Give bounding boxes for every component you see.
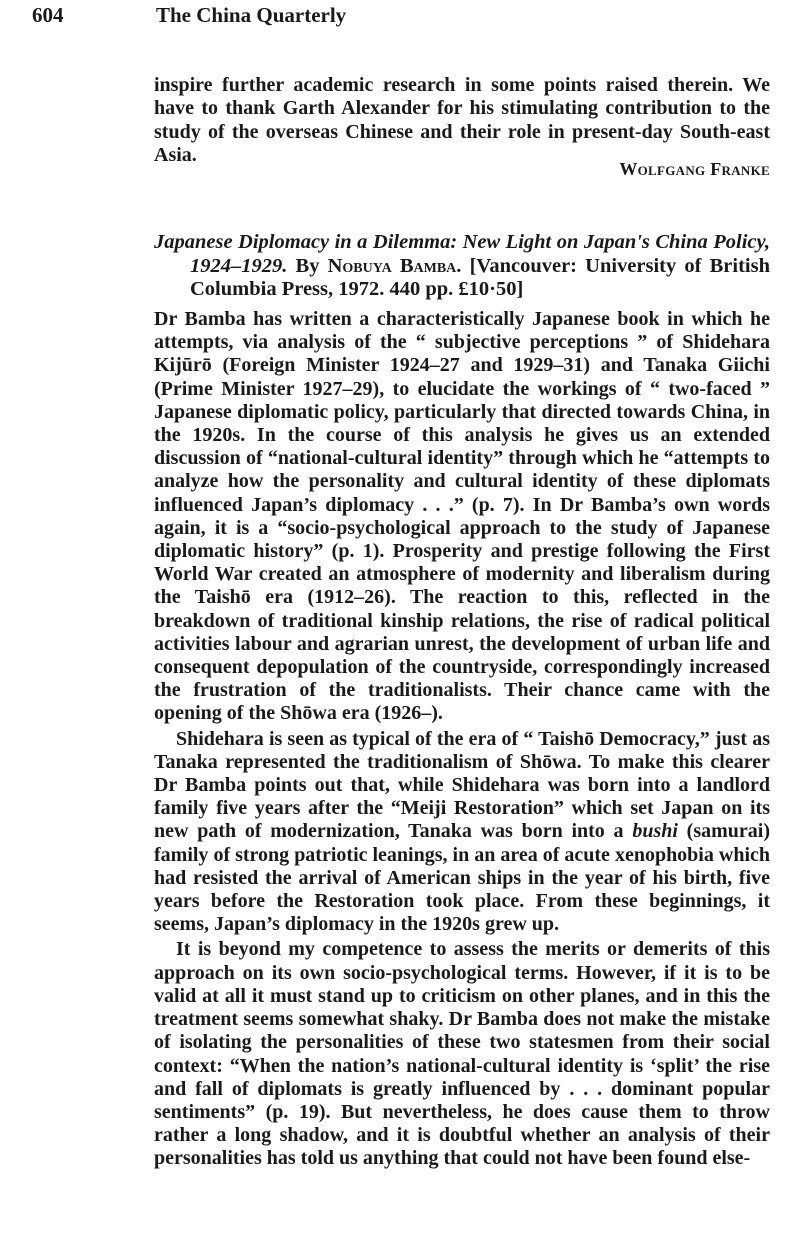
book-title-years: 1924–1929. <box>190 254 288 277</box>
journal-title: The China Quarterly <box>156 3 347 27</box>
previous-review-ending <box>154 74 770 168</box>
prev-review-line: have to thank Garth Alexander for his stimulating contribution to the <box>154 97 770 120</box>
prev-review-line: inspire further academic research in some points raised therein. We <box>154 74 770 96</box>
running-header <box>32 3 346 28</box>
review-body <box>154 308 770 1171</box>
publisher-info: . [Vancouver: University of British <box>456 254 770 277</box>
prev-review-line: Asia. <box>154 144 197 167</box>
book-author: Nobuya Bamba <box>327 254 457 277</box>
reviewer-signature <box>619 159 770 180</box>
italic-term: bushi <box>632 820 678 843</box>
paragraph-text: Shidehara is seen as typical of the era of “ Taishō Democracy,” just as Tanaka represented the traditionalism of Shōwa. To make this clearer Dr Bamba points out that, while Shidehara was born into a landlord family five years after the “Meiji Restoration” which set Japan on its new path of modernization, Tanaka was born into a <box>154 727 770 843</box>
publication-details: Columbia Press, 1972. 440 pp. £10·50] <box>190 278 524 301</box>
body-paragraph: Dr Bamba has written a characteristically Japanese book in which he attempts, via analysis of the “ subjective perceptions ” of Shidehara Kijūrō (Foreign Minister 1924–27 and 1929–31) and Tanaka Giichi (Prime Minister 1927–29), to elucidate the workings of “ two-faced ” Japanese diplomatic policy, particularly that directed towards China, in the 1920s. In the course of this analysis he gives us an extended discussion of “national-cultural identity” through which he “attempts to analyze how the personality and cultural identity of these diplomats influenced Japan’s diplomacy . . .” (p. 7). In Dr Bamba’s own words again, it is a “socio-psychological approach to the study of Japanese diplomatic history” (p. 1). Prosperity and prestige following the First World War created an atmosphere of modernity and liberalism during the Taishō era (1912–26). The reaction to this, reflected in the breakdown of traditional kinship relations, the rise of radical political activities labour and agrarian unrest, the development of urban life and consequent depopulation of the countryside, correspondingly increased the frustration of the traditionalists. Their chance came with the opening of the Shōwa era (1926–). <box>154 308 770 725</box>
page-number: 604 <box>32 3 64 27</box>
book-title <box>154 231 770 255</box>
book-publication-line <box>154 255 770 279</box>
by-word: By <box>287 254 328 277</box>
prev-review-line: study of the overseas Chinese and their role in present-day South-east <box>154 120 770 143</box>
review-heading <box>154 231 770 302</box>
paragraph-text: (samurai) family of strong patriotic leanings, in an area of acute xenophobia which had resisted the arrival of American ships in the year of his birth, five years before the Restoration took place. From these beginnings, it seems, Japan’s diplomacy in the 1920s grew up. <box>154 820 770 936</box>
body-paragraph: It is beyond my competence to assess the merits or demerits of this approach on its own socio-psychological terms. However, if it is to be valid at all it must stand up to criticism on other planes, and in this the treatment seems somewhat shaky. Dr Bamba does not make the mistake of isolating the personalities of these two statesmen from their social context: “When the nation’s national-cultural identity is ‘split’ the rise and fall of diplomats is greatly influenced by . . . dominant popular sentiments” (p. 19). But nevertheless, he does cause them to throw rather a long shadow, and it is doubtful whether an analysis of their personalities has told us anything that could not have been found else- <box>154 938 770 1170</box>
reviewer-name: Wolfgang Franke <box>619 159 770 179</box>
body-paragraph <box>154 728 770 937</box>
book-title-text: Japanese Diplomacy in a Dilemma: New Light on Japan's China Policy, <box>154 231 770 253</box>
